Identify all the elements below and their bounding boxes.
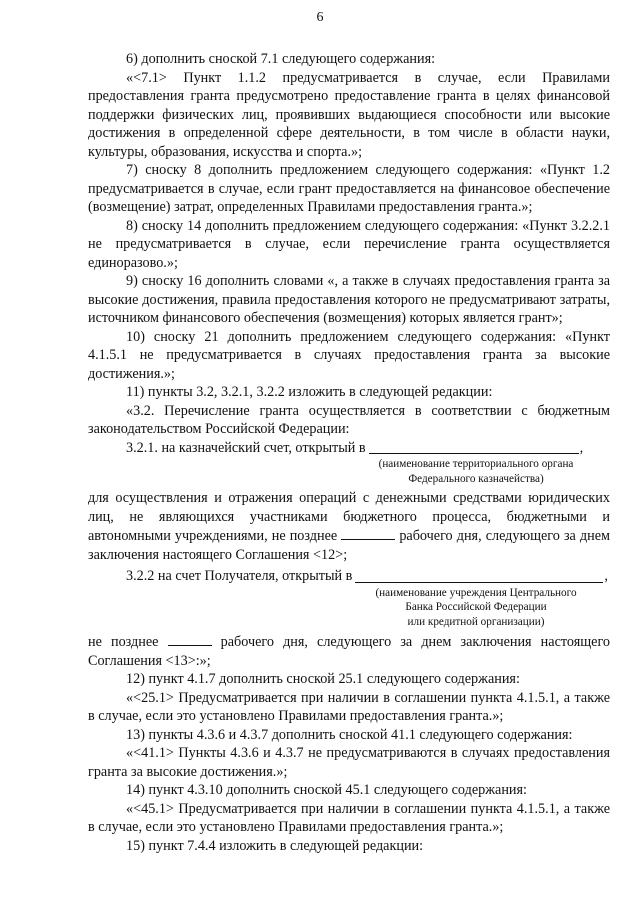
paragraph-item-12: 12) пункт 4.1.7 дополнить сноской 25.1 следующего содержания:	[126, 671, 520, 687]
treasury-caption	[346, 457, 606, 489]
paragraph-item-10: 10) сноску 21 дополнить предложением следующего содержания: «Пункт 4.1.5.1 не предусматривается в случаях предоставления гранта за высокие достижения.»;	[88, 328, 610, 382]
bank-name-blank	[355, 568, 603, 583]
footnote-7-1-text: «<7.1> Пункт 1.1.2 предусматривается в случае, если Правилами предоставления гранта предусмотрено предоставление гранта в целях финансовой поддержки физических лиц, проявивших выдающиеся способности или высокие достижения в определенной сфере деятельности, в том числе в области науки, культуры, образования, искусства и спорта.»;	[88, 69, 610, 160]
treasury-caption-line-2: Федерального казначейства)	[408, 472, 544, 485]
clause-3-2-1-cont-before: для осуществления и отражения операций с денежными средствами юридических лиц, не являющихся участниками бюджетного процесса, бюджетными и автономными учреждениями, не позднее	[88, 490, 610, 544]
footnote-25-1-text: «<25.1> Предусматривается при наличии в соглашении пункта 4.1.5.1, а также в случае, если это установлено Правилами предоставления гранта.»;	[88, 689, 610, 724]
paragraph-item-11: 11) пункты 3.2, 3.2.1, 3.2.2 изложить в следующей редакции:	[126, 384, 493, 400]
paragraph-item-6: 6) дополнить сноской 7.1 следующего содержания:	[126, 51, 436, 67]
clause-3-2-1-cont-after: рабочего дня, следующего за днем заключения настоящего Соглашения <12>;	[88, 528, 611, 563]
paragraph-item-8: 8) сноску 14 дополнить предложением следующего содержания: «Пункт 3.2.2.1 не предусматривается в случае, если перечисление гранта осуществляется единоразово.»;	[88, 217, 610, 271]
bank-caption	[346, 586, 606, 633]
bank-caption-line-3: или кредитной организации)	[407, 615, 545, 628]
paragraph-item-7: 7) сноску 8 дополнить предложением следующего содержания: «Пункт 1.2 предусматривается в случае, если грант предоставляется на финансовое обеспечение (возмещение) затрат, определенных Правилами предоставления гранта.»;	[88, 162, 610, 215]
clause-3-2-1-text: 3.2.1. на казначейский счет, открытый в	[126, 439, 366, 456]
clause-3-2: «3.2. Перечисление гранта осуществляется в соответствии с бюджетным законодательством Российской Федерации:	[88, 402, 610, 437]
treasury-caption-line-1: (наименование территориального органа	[378, 458, 574, 470]
clause-3-2-2-line	[88, 567, 610, 586]
clause-3-2-2-cont-before: не позднее	[88, 634, 159, 650]
clause-3-2-1-continuation	[88, 489, 610, 564]
working-day-blank-2	[168, 632, 212, 646]
clause-3-2-2-cont-after: рабочего дня, следующего за днем заключения настоящего Соглашения <13>:»;	[88, 634, 611, 669]
clause-3-2-1-comma: ,	[579, 439, 584, 456]
footnote-45-1-text: «<45.1> Предусматривается при наличии в соглашении пункта 4.1.5.1, а также в случае, если это установлено Правилами предоставления гранта.»;	[88, 800, 610, 835]
document-body	[88, 50, 610, 855]
footnote-41-1-text: «<41.1> Пункты 4.3.6 и 4.3.7 не предусматриваются в случаях предоставления гранта за высокие достижения.»;	[88, 745, 610, 780]
clause-3-2-2-continuation	[88, 632, 610, 670]
page-number: 6	[316, 10, 324, 25]
clause-3-2-2-text: 3.2.2 на счет Получателя, открытый в	[126, 568, 353, 584]
paragraph-item-13: 13) пункты 4.3.6 и 4.3.7 дополнить сноской 41.1 следующего содержания:	[126, 726, 573, 743]
clause-3-2-1-line	[88, 439, 610, 458]
clause-3-2-2-comma: ,	[604, 568, 608, 584]
paragraph-item-9: 9) сноску 16 дополнить словами «, а также в случаях предоставления гранта за высокие достижения, правила предоставления которого не предусматривают затраты, источником финансового обеспечения (возмещения) которых является грант»;	[88, 273, 610, 326]
bank-caption-line-1: (наименование учреждения Центрального	[375, 586, 577, 599]
bank-caption-line-2: Банка Российской Федерации	[405, 601, 547, 613]
paragraph-item-15: 15) пункт 7.4.4 изложить в следующей редакции:	[126, 837, 424, 854]
working-day-blank-1	[341, 526, 395, 540]
paragraph-item-14: 14) пункт 4.3.10 дополнить сноской 45.1 следующего содержания:	[126, 782, 527, 798]
treasury-name-blank	[369, 439, 579, 454]
